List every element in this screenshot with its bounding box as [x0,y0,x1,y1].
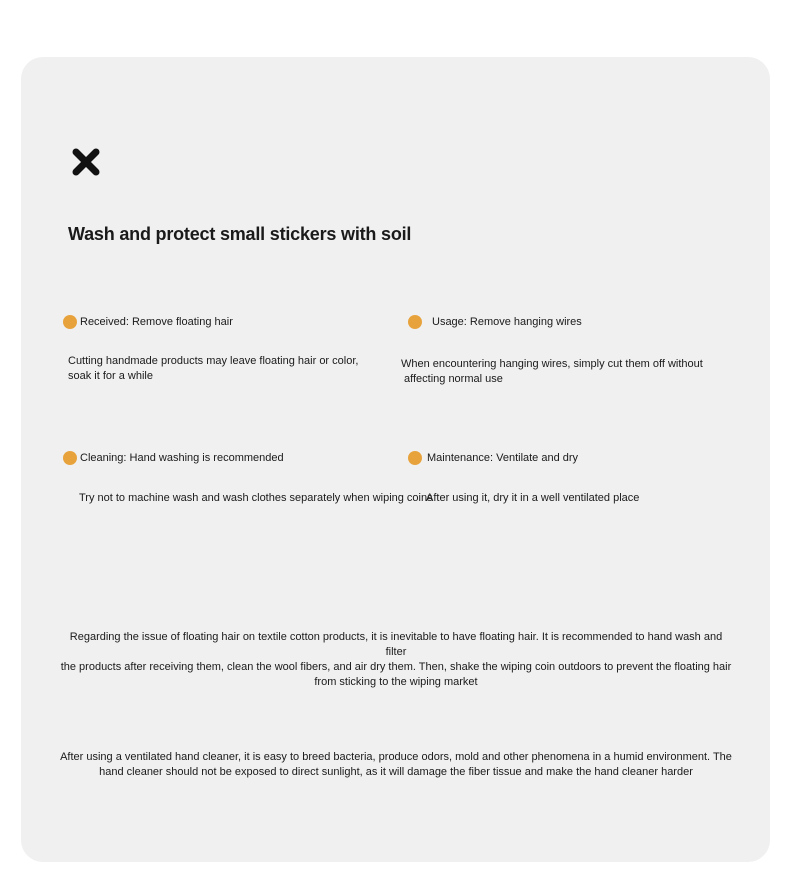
item-text-line: affecting normal use [404,373,503,385]
paragraph-floating-hair [60,630,732,690]
item-text [426,491,639,506]
close-x-icon[interactable] [71,147,101,177]
orange-dot-icon [408,451,422,465]
item-cleaning [63,451,284,465]
orange-dot-icon [63,315,77,329]
item-heading: Usage: Remove hanging wires [432,316,582,328]
paragraph-line: from sticking to the wiping market [314,676,478,688]
item-text-line: When encountering hanging wires, simply cut them off without [401,358,703,370]
item-heading: Received: Remove floating hair [80,316,233,328]
item-text [401,357,703,387]
item-text [79,491,433,506]
orange-dot-icon [408,315,422,329]
paragraph-line: hand cleaner should not be exposed to direct sunlight, as it will damage the fiber tissue and make the hand cleaner harder [99,766,693,778]
item-text [68,354,358,384]
paragraph-ventilation [60,750,732,780]
item-heading: Cleaning: Hand washing is recommended [80,452,284,464]
paragraph-line: After using a ventilated hand cleaner, it is easy to breed bacteria, produce odors, mold and other phenomena in a humid environment. The [60,751,732,763]
item-text-line: Cutting handmade products may leave floating hair or color, [68,355,359,367]
item-usage [408,315,582,329]
item-heading: Maintenance: Ventilate and dry [427,452,579,464]
item-text-line: Try not to machine wash and wash clothes separately when wiping coins [79,492,433,504]
paragraph-line: Regarding the issue of floating hair on textile cotton products, it is inevitable to have floating hair. It is recommended to hand wash and filter [69,631,723,658]
item-received [63,315,233,329]
item-text-line: After using it, dry it in a well ventilated place [426,492,640,504]
item-text-line: soak it for a while [68,370,153,382]
page-title: Wash and protect small stickers with soil [68,224,412,244]
item-maintenance [408,451,578,465]
paragraph-line: the products after receiving them, clean the wool fibers, and air dry them. Then, shake the wiping coin outdoors to prevent the floating hair [60,661,732,673]
orange-dot-icon [63,451,77,465]
